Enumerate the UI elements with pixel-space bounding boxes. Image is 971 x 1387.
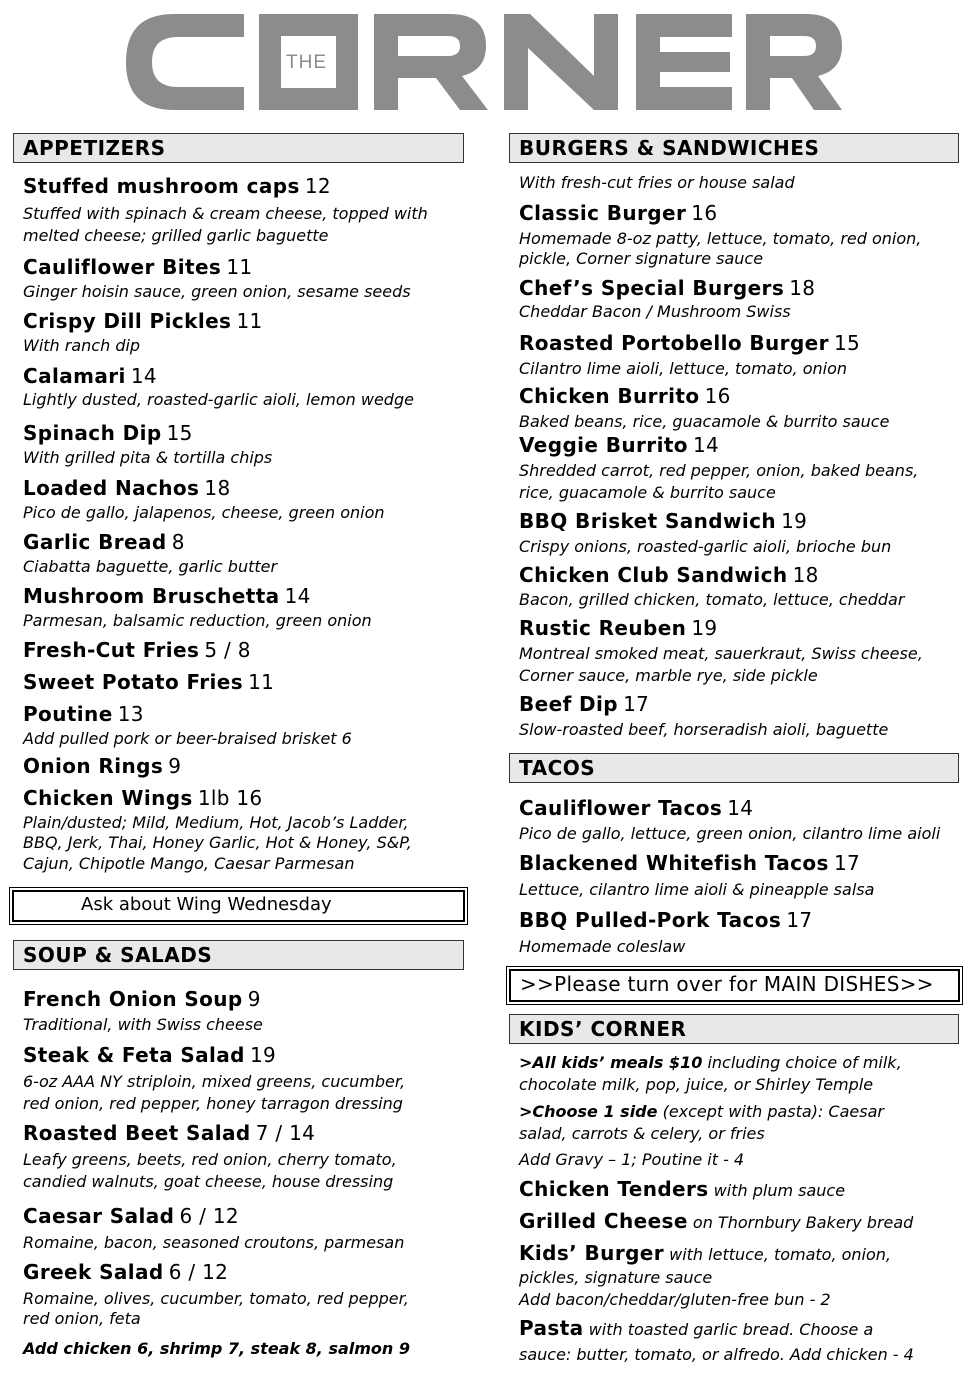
item-price: 9	[247, 987, 261, 1011]
item-price: 14	[130, 364, 157, 388]
kids-pasta-line2: sauce: butter, tomato, or alfredo. Add chicken - 4	[519, 1345, 914, 1364]
item-price: 17	[786, 908, 813, 932]
kids-side-rest: (except with pasta): Caesar	[657, 1102, 884, 1121]
item-description: BBQ, Jerk, Thai, Honey Garlic, Hot & Honey, S&P,	[23, 833, 412, 852]
burgers-note: With fresh-cut fries or house salad	[519, 173, 795, 192]
kids-gravy: Add Gravy – 1; Poutine it - 4	[519, 1150, 745, 1169]
item-description: Leafy greens, beets, red onion, cherry tomato,	[23, 1150, 397, 1169]
menu-item-french-onion-soup	[23, 988, 261, 1011]
menu-item-greek-salad	[23, 1261, 228, 1284]
turnover-text: >>Please turn over for MAIN DISHES>>	[509, 969, 960, 1002]
item-price: 16	[691, 201, 718, 225]
item-description: Cilantro lime aioli, lettuce, tomato, onion	[519, 359, 848, 378]
item-description: with lettuce, tomato, onion,	[664, 1245, 892, 1264]
item-price: 11	[248, 670, 275, 694]
item-description: Baked beans, rice, guacamole & burrito sauce	[519, 412, 890, 431]
menu-item-chefs-special	[519, 277, 815, 300]
item-description: Corner sauce, marble rye, side pickle	[519, 666, 818, 685]
item-name: Fresh-Cut Fries	[23, 638, 200, 662]
restaurant-logo	[126, 14, 842, 110]
menu-item-bbq-brisket	[519, 510, 807, 533]
item-price: 18	[792, 563, 819, 587]
item-description: pickle, Corner signature sauce	[519, 249, 764, 268]
item-name: BBQ Brisket Sandwich	[519, 509, 777, 533]
item-name: Blackened Whitefish Tacos	[519, 851, 829, 875]
item-name: Steak & Feta Salad	[23, 1043, 245, 1067]
item-name: BBQ Pulled-Pork Tacos	[519, 908, 782, 932]
menu-item-rustic-reuben	[519, 617, 717, 640]
item-name: Beef Dip	[519, 692, 619, 716]
item-name: Chef’s Special Burgers	[519, 276, 785, 300]
item-price: 17	[833, 851, 861, 875]
item-price: 9	[168, 754, 182, 778]
item-description: With ranch dip	[23, 336, 141, 355]
menu-item-loaded-nachos	[23, 477, 230, 500]
menu-item-caesar-salad	[23, 1205, 239, 1228]
item-name: Mushroom Bruschetta	[23, 584, 280, 608]
item-description: Ciabatta baguette, garlic butter	[23, 557, 278, 576]
item-price: 5 / 8	[204, 638, 251, 662]
menu-item-chicken-burrito	[519, 385, 731, 408]
kids-burger-line3: Add bacon/cheddar/gluten-free bun - 2	[519, 1290, 831, 1309]
item-description: Plain/dusted; Mild, Medium, Hot, Jacob’s Ladder,	[23, 813, 409, 832]
item-name: Roasted Portobello Burger	[519, 331, 829, 355]
appetizers-header: APPETIZERS	[13, 133, 464, 163]
item-description: Homemade 8-oz patty, lettuce, tomato, red onion,	[519, 229, 922, 248]
kids-burger-line2: pickles, signature sauce	[519, 1268, 713, 1287]
item-description: Stuffed with spinach & cream cheese, topped with	[23, 204, 428, 223]
kids-side-line2: salad, carrots & celery, or fries	[519, 1124, 765, 1143]
item-price: 11	[226, 255, 253, 279]
menu-item-pulled-pork-tacos	[519, 909, 812, 932]
kids-meal-line2: chocolate milk, pop, juice, or Shirley Temple	[519, 1075, 874, 1094]
item-price: 18	[204, 476, 231, 500]
menu-item-mushroom-bruschetta	[23, 585, 311, 608]
item-name: Chicken Wings	[23, 786, 193, 810]
item-price: 17	[623, 692, 650, 716]
soup-salads-header: SOUP & SALADS	[13, 940, 464, 970]
item-name: Kids’ Burger	[519, 1241, 665, 1265]
item-price: 15	[166, 421, 193, 445]
item-description: Bacon, grilled chicken, tomato, lettuce, cheddar	[519, 590, 905, 609]
item-name: Calamari	[23, 364, 126, 388]
item-name: Stuffed mushroom caps	[23, 174, 300, 198]
item-name: Pasta	[519, 1316, 584, 1340]
item-description: Lettuce, cilantro lime aioli & pineapple salsa	[519, 880, 875, 899]
item-description: Cajun, Chipotle Mango, Caesar Parmesan	[23, 854, 355, 873]
item-name: Cauliflower Tacos	[519, 796, 723, 820]
kids-item-grilled-cheese	[519, 1210, 913, 1233]
item-name: Garlic Bread	[23, 530, 167, 554]
item-description: Crispy onions, roasted-garlic aioli, brioche bun	[519, 537, 892, 556]
item-price: 8	[171, 530, 185, 554]
item-name: Chicken Tenders	[519, 1177, 709, 1201]
item-description: red onion, red pepper, honey tarragon dressing	[23, 1094, 403, 1113]
kids-meal-choice: including choice of milk,	[702, 1053, 902, 1072]
item-description: Pico de gallo, lettuce, green onion, cilantro lime aioli	[519, 824, 941, 843]
menu-item-spinach-dip	[23, 422, 193, 445]
menu-item-calamari	[23, 365, 157, 388]
menu-item-steak-feta-salad	[23, 1044, 276, 1067]
item-name: Classic Burger	[519, 201, 687, 225]
menu-item-chicken-wings	[23, 787, 262, 810]
item-price: 1lb 16	[197, 786, 263, 810]
burgers-header: BURGERS & SANDWICHES	[509, 133, 959, 163]
item-description: Romaine, olives, cucumber, tomato, red pepper,	[23, 1289, 409, 1308]
item-name: Sweet Potato Fries	[23, 670, 244, 694]
item-price: 6 / 12	[179, 1204, 239, 1228]
kids-header: KIDS’ CORNER	[509, 1014, 959, 1044]
kids-item-pasta	[519, 1317, 873, 1340]
item-name: Loaded Nachos	[23, 476, 200, 500]
item-name: Rustic Reuben	[519, 616, 687, 640]
item-name: Caesar Salad	[23, 1204, 175, 1228]
item-name: Cauliflower Bites	[23, 255, 222, 279]
item-description: Montreal smoked meat, sauerkraut, Swiss cheese,	[519, 644, 923, 663]
item-name: Roasted Beet Salad	[23, 1121, 251, 1145]
kids-meal-line	[519, 1054, 902, 1072]
item-description: Parmesan, balsamic reduction, green onion	[23, 611, 372, 630]
item-description: rice, guacamole & burrito sauce	[519, 483, 776, 502]
item-name: Poutine	[23, 702, 113, 726]
menu-item-stuffed-mushroom	[23, 175, 331, 198]
item-description: Add pulled pork or beer-braised brisket 6	[23, 729, 352, 748]
item-name: Spinach Dip	[23, 421, 162, 445]
menu-item-sweet-potato-fries	[23, 671, 274, 694]
item-description: melted cheese; grilled garlic baguette	[23, 226, 329, 245]
item-name: Crispy Dill Pickles	[23, 309, 232, 333]
turnover-box	[506, 966, 963, 1005]
item-price: 11	[236, 309, 263, 333]
item-description: Ginger hoisin sauce, green onion, sesame seeds	[23, 282, 411, 301]
item-price: 15	[834, 331, 861, 355]
menu-item-portobello-burger	[519, 332, 860, 355]
menu-item-roasted-beet-salad	[23, 1122, 315, 1145]
item-price: 14	[727, 796, 754, 820]
logo-the-text: THE	[286, 52, 327, 73]
item-description: Homemade coleslaw	[519, 937, 686, 956]
item-price: 19	[250, 1043, 277, 1067]
wing-wednesday-text: Ask about Wing Wednesday	[12, 890, 465, 922]
item-price: 14	[284, 584, 311, 608]
item-name: Onion Rings	[23, 754, 164, 778]
item-name: Grilled Cheese	[519, 1209, 688, 1233]
item-description: Pico de gallo, jalapenos, cheese, green onion	[23, 503, 385, 522]
menu-item-chicken-club	[519, 564, 819, 587]
item-description: with toasted garlic bread. Choose a	[583, 1320, 874, 1339]
menu-item-beef-dip	[519, 693, 649, 716]
item-description: candied walnuts, goat cheese, house dressing	[23, 1172, 394, 1191]
item-price: 16	[704, 384, 731, 408]
logo-wordmark	[126, 14, 842, 110]
menu-item-classic-burger	[519, 202, 717, 225]
item-description: red onion, feta	[23, 1309, 141, 1328]
kids-side-bold: >Choose 1 side	[519, 1102, 658, 1121]
item-description: Romaine, bacon, seasoned croutons, parmesan	[23, 1233, 405, 1252]
item-description: on Thornbury Bakery bread	[687, 1213, 914, 1232]
item-price: 14	[693, 433, 720, 457]
item-price: 18	[789, 276, 816, 300]
menu-item-dill-pickles	[23, 310, 263, 333]
item-name: French Onion Soup	[23, 987, 243, 1011]
item-price: 12	[304, 174, 331, 198]
item-name: Greek Salad	[23, 1260, 164, 1284]
menu-item-fresh-cut-fries	[23, 639, 251, 662]
item-description: Shredded carrot, red pepper, onion, baked beans,	[519, 461, 919, 480]
item-description: Traditional, with Swiss cheese	[23, 1015, 263, 1034]
item-price: 19	[781, 509, 808, 533]
kids-side-line	[519, 1103, 884, 1121]
tacos-header: TACOS	[509, 753, 959, 783]
item-description: Cheddar Bacon / Mushroom Swiss	[519, 302, 791, 321]
item-description: With grilled pita & tortilla chips	[23, 448, 273, 467]
salad-addons: Add chicken 6, shrimp 7, steak 8, salmon 9	[23, 1339, 411, 1358]
item-price: 7 / 14	[255, 1121, 316, 1145]
menu-item-whitefish-tacos	[519, 852, 860, 875]
item-description: Slow-roasted beef, horseradish aioli, baguette	[519, 720, 889, 739]
item-price: 19	[691, 616, 718, 640]
item-name: Chicken Burrito	[519, 384, 700, 408]
menu-item-onion-rings	[23, 755, 181, 778]
kids-item-burger	[519, 1242, 891, 1265]
item-name: Veggie Burrito	[519, 433, 688, 457]
item-price: 6 / 12	[168, 1260, 229, 1284]
menu-item-garlic-bread	[23, 531, 185, 554]
menu-item-cauliflower-tacos	[519, 797, 753, 820]
wing-wednesday-box	[9, 887, 468, 925]
kids-item-tenders	[519, 1178, 845, 1201]
item-description: with plum sauce	[708, 1181, 846, 1200]
item-description: 6-oz AAA NY striploin, mixed greens, cucumber,	[23, 1072, 406, 1091]
menu-item-poutine	[23, 703, 144, 726]
item-name: Chicken Club Sandwich	[519, 563, 788, 587]
kids-meal-price: >All kids’ meals $10	[519, 1053, 703, 1072]
item-description: Lightly dusted, roasted-garlic aioli, lemon wedge	[23, 390, 414, 409]
menu-item-cauliflower-bites	[23, 256, 252, 279]
menu-item-veggie-burrito	[519, 434, 719, 457]
item-price: 13	[117, 702, 144, 726]
